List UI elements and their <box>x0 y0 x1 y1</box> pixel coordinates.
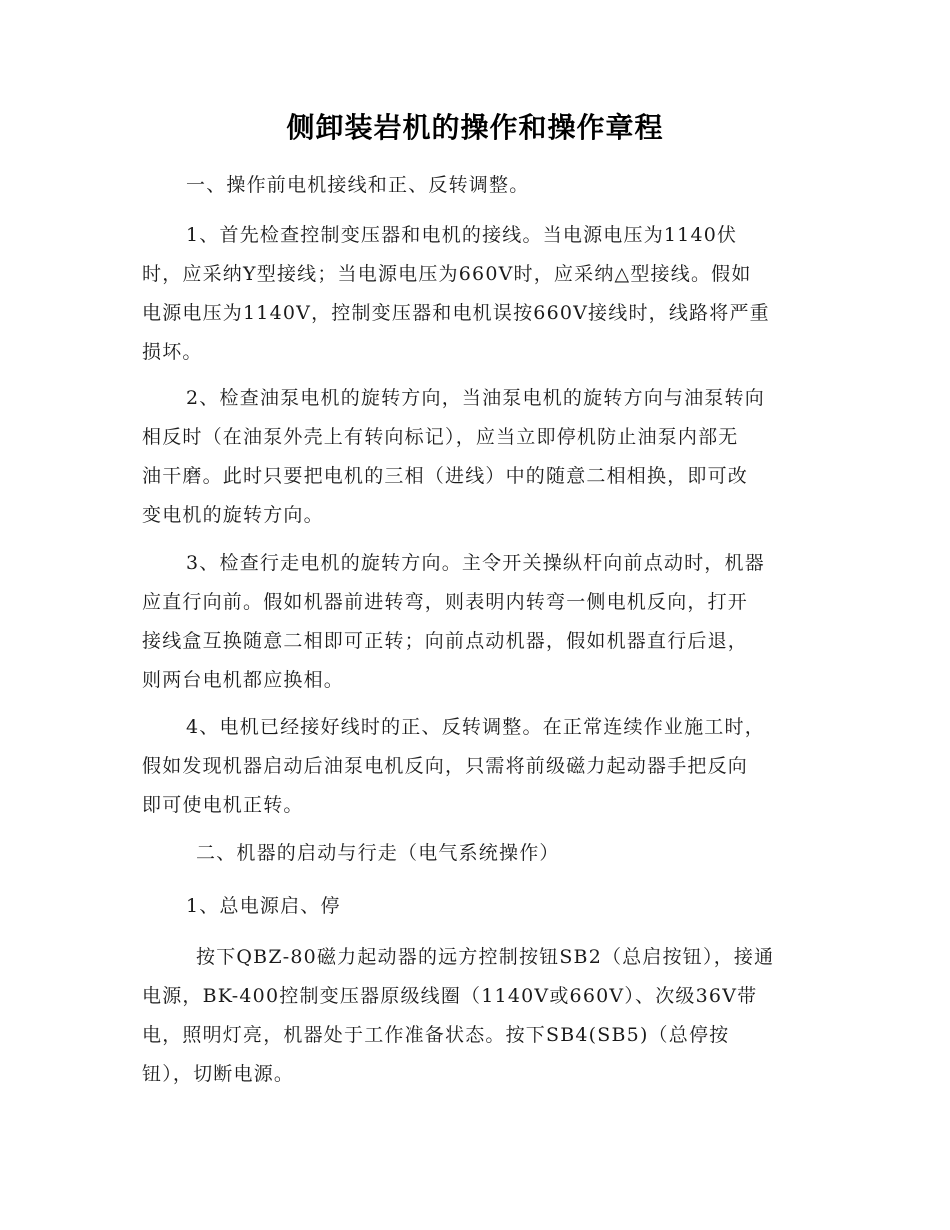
paragraph-line: 电，照明灯亮，机器处于工作准备状态。按下SB4(SB5)（总停按 <box>142 1024 730 1046</box>
paragraph-3 <box>142 544 810 700</box>
paragraph-line: 3、检查行走电机的旋转方向。主令开关操纵杆向前点动时，机器 <box>186 552 765 574</box>
paragraph-line: 则两台电机都应换相。 <box>142 669 345 691</box>
subsection-heading-text: 1、总电源启、停 <box>186 895 341 917</box>
section-heading-text: 二、机器的启动与行走（电气系统操作） <box>196 842 560 864</box>
paragraph-line: 1、首先检查控制变压器和电机的接线。当电源电压为1140伏 <box>186 224 738 246</box>
paragraph-line: 电源，BK-400控制变压器原级线圈（1140V或660V）、次级36V带 <box>142 985 758 1007</box>
paragraph-line: 假如发现机器启动后油泵电机反向，只需将前级磁力起动器手把反向 <box>142 755 749 777</box>
paragraph-1 <box>142 216 810 372</box>
paragraph-line: 时，应采纳Y型接线；当电源电压为660V时，应采纳△型接线。假如 <box>142 263 752 285</box>
paragraph-line: 油干磨。此时只要把电机的三相（进线）中的随意二相相换，即可改 <box>142 465 749 487</box>
document-title: 侧卸装岩机的操作和操作章程 <box>286 111 664 144</box>
paragraph-line: 按下QBZ-80磁力起动器的远方控制按钮SB2（总启按钮），接通 <box>196 946 775 968</box>
section-heading-text: 一、操作前电机接线和正、反转调整。 <box>186 174 530 196</box>
paragraph-line: 应直行向前。假如机器前进转弯，则表明内转弯一侧电机反向，打开 <box>142 591 749 613</box>
paragraph-4 <box>142 708 810 825</box>
section-heading <box>196 834 796 873</box>
paragraph-line: 2、检查油泵电机的旋转方向，当油泵电机的旋转方向与油泵转向 <box>186 387 765 409</box>
paragraph-line: 变电机的旋转方向。 <box>142 504 324 526</box>
paragraph-line: 4、电机已经接好线时的正、反转调整。在正常连续作业施工时， <box>186 716 765 738</box>
paragraph-5 <box>142 938 810 1094</box>
paragraph-line: 损坏。 <box>142 341 203 363</box>
section-heading <box>186 166 786 205</box>
paragraph-line: 相反时（在油泵外壳上有转向标记），应当立即停机防止油泵内部无 <box>142 426 739 448</box>
paragraph-line: 电源电压为1140V，控制变压器和电机误按660V接线时，线路将严重 <box>142 302 770 324</box>
paragraph-line: 钮），切断电源。 <box>142 1063 295 1085</box>
paragraph-line: 即可使电机正转。 <box>142 794 304 816</box>
paragraph-line: 接线盒互换随意二相即可正转；向前点动机器，假如机器直行后退， <box>142 630 749 652</box>
subsection-heading <box>186 887 786 926</box>
paragraph-2 <box>142 379 810 535</box>
